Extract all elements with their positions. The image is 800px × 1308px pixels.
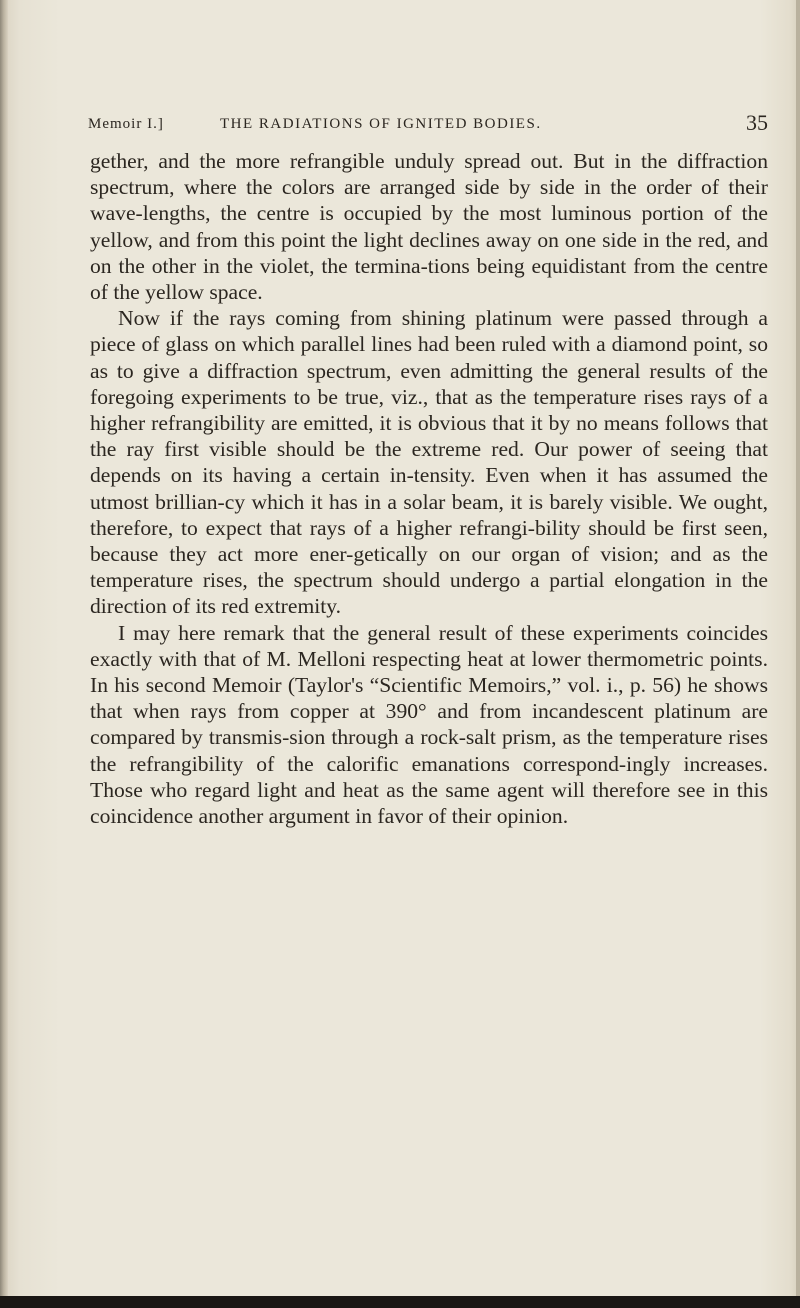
page-binding-edge [0,0,8,1308]
paragraph-continuation: gether, and the more refrangible unduly spread out. But in the diffraction spectrum, where the colors are arranged side by side in the order of their wave-lengths, the centre is occupied by the most luminous portion of the yellow, and from this point the light declines away on one side in the red, and on the other in the violet, the termina-tions being equidistant from the centre of the yellow space. [90,149,768,305]
page-number: 35 [746,110,768,135]
running-head-memoir: Memoir I.] [88,116,164,132]
paragraph-melloni: I may here remark that the general result of these experiments coincides exactly with that of M. Melloni respecting heat at lower thermometric points. In his second Memoir (Taylor's “Scientific Memoirs,” vol. i., p. 56) he shows that when rays from copper at 390° and from incandescent platinum are compared by transmis-sion through a rock-salt prism, as the temperature rises the refrangibility of the calorific emanations correspond-ingly increases. Those who regard light and heat as the same agent will therefore see in this coincidence another argument in favor of their opinion. [90,620,768,829]
paragraph-shining-platinum: Now if the rays coming from shining platinum were passed through a piece of glass on which parallel lines had been ruled with a diamond point, so as to give a diffraction spectrum, even admitting the general results of the foregoing experiments to be true, viz., that as the temperature rises rays of a higher refrangibility are emitted, it is obvious that it by no means follows that the ray first visible should be the extreme red. Our power of seeing that depends on its having a certain in-tensity. Even when it has assumed the utmost brillian-cy which it has in a solar beam, it is barely visible. We ought, therefore, to expect that rays of a higher refrangi-bility should be first seen, because they act more ener-getically on our organ of vision; and as the temperature rises, the spectrum should undergo a partial elongation in the direction of its red extremity. [90,306,768,619]
running-head [88,110,768,140]
page-right-edge [796,0,800,1308]
body-text [90,148,768,829]
running-head-title: THE RADIATIONS OF IGNITED BODIES. [220,116,542,132]
scan-bottom-edge [0,1296,800,1308]
